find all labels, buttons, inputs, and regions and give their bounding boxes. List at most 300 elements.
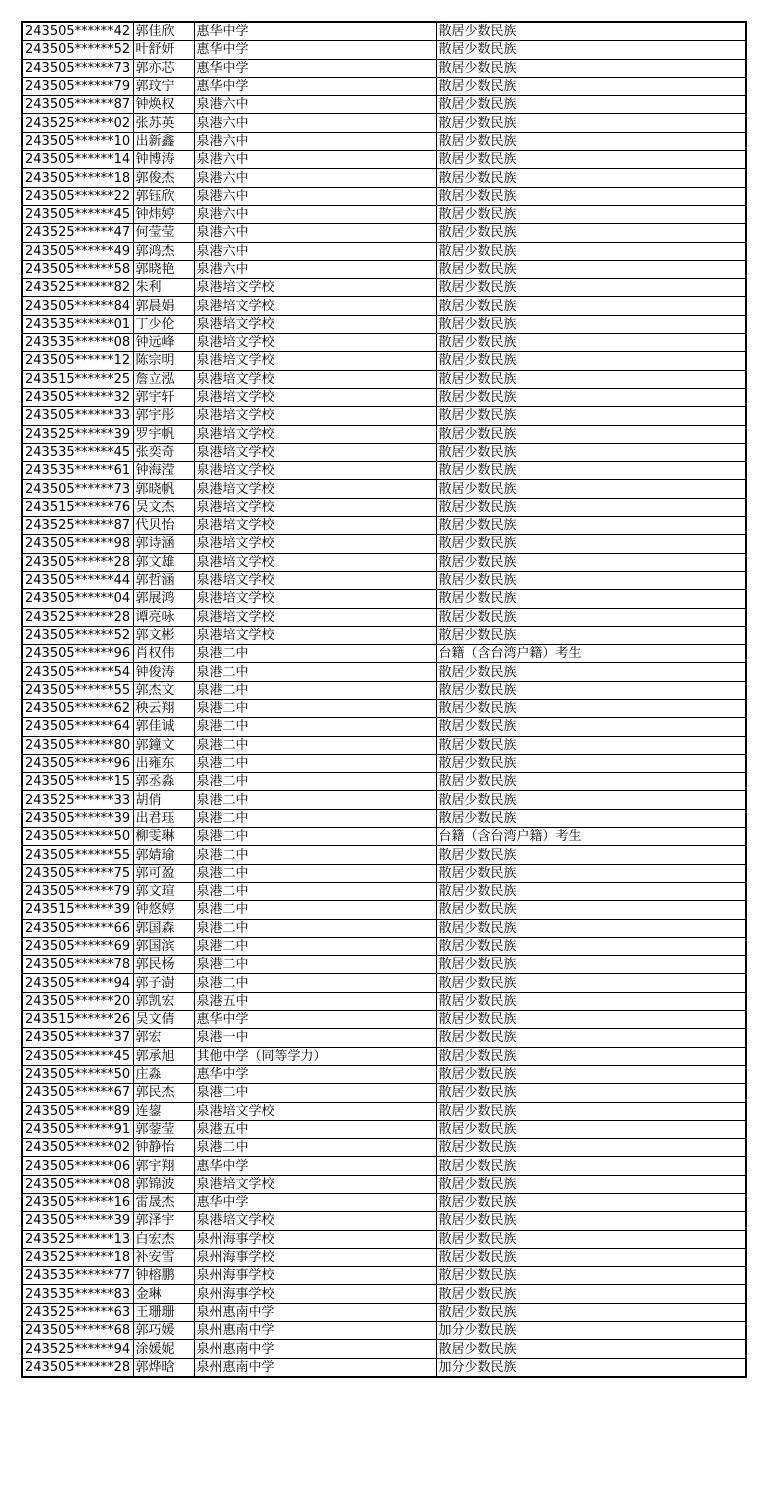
cell-name: 朱利 bbox=[133, 279, 194, 297]
cell-category: 散居少数民族 bbox=[436, 608, 746, 626]
cell-name: 郭国森 bbox=[133, 919, 194, 937]
table-row bbox=[22, 773, 746, 791]
table-row bbox=[22, 956, 746, 974]
cell-school: 泉港二中 bbox=[194, 791, 436, 809]
cell-school: 泉港二中 bbox=[194, 663, 436, 681]
cell-category: 散居少数民族 bbox=[436, 1194, 746, 1212]
cell-id: 243505******39 bbox=[22, 809, 133, 827]
cell-category: 散居少数民族 bbox=[436, 352, 746, 370]
cell-category: 散居少数民族 bbox=[436, 1248, 746, 1266]
cell-name: 郭锦波 bbox=[133, 1175, 194, 1193]
cell-category: 散居少数民族 bbox=[436, 754, 746, 772]
cell-id: 243515******76 bbox=[22, 498, 133, 516]
cell-category: 散居少数民族 bbox=[436, 553, 746, 571]
cell-id: 243505******14 bbox=[22, 151, 133, 169]
table-row bbox=[22, 571, 746, 589]
cell-name: 柳雯琳 bbox=[133, 828, 194, 846]
cell-name: 郭子澍 bbox=[133, 974, 194, 992]
cell-school: 泉港二中 bbox=[194, 864, 436, 882]
table-row bbox=[22, 1139, 746, 1157]
cell-category: 散居少数民族 bbox=[436, 388, 746, 406]
cell-name: 郭亦芯 bbox=[133, 59, 194, 77]
table-row bbox=[22, 1230, 746, 1248]
cell-id: 243505******73 bbox=[22, 59, 133, 77]
table-row bbox=[22, 974, 746, 992]
cell-name: 张奕奇 bbox=[133, 443, 194, 461]
table-row bbox=[22, 260, 746, 278]
cell-name: 郭宏 bbox=[133, 1029, 194, 1047]
cell-id: 243505******64 bbox=[22, 718, 133, 736]
cell-school: 泉港培文学校 bbox=[194, 462, 436, 480]
cell-school: 泉港培文学校 bbox=[194, 571, 436, 589]
cell-category: 散居少数民族 bbox=[436, 590, 746, 608]
table-row bbox=[22, 736, 746, 754]
cell-name: 补安雪 bbox=[133, 1248, 194, 1266]
cell-category: 散居少数民族 bbox=[436, 407, 746, 425]
cell-id: 243505******58 bbox=[22, 260, 133, 278]
cell-name: 郭凯宏 bbox=[133, 992, 194, 1010]
cell-id: 243505******32 bbox=[22, 388, 133, 406]
table-row bbox=[22, 462, 746, 480]
cell-name: 叶舒妍 bbox=[133, 41, 194, 59]
cell-school: 惠华中学 bbox=[194, 59, 436, 77]
cell-school: 泉港培文学校 bbox=[194, 535, 436, 553]
cell-id: 243525******87 bbox=[22, 517, 133, 535]
student-roster-table bbox=[21, 21, 747, 1378]
cell-category: 散居少数民族 bbox=[436, 132, 746, 150]
cell-name: 钟远峰 bbox=[133, 334, 194, 352]
cell-category: 散居少数民族 bbox=[436, 297, 746, 315]
cell-id: 243515******39 bbox=[22, 901, 133, 919]
cell-category: 散居少数民族 bbox=[436, 462, 746, 480]
cell-school: 泉州海事学校 bbox=[194, 1230, 436, 1248]
cell-name: 钟俊涛 bbox=[133, 663, 194, 681]
cell-id: 243505******96 bbox=[22, 754, 133, 772]
cell-id: 243505******89 bbox=[22, 1102, 133, 1120]
cell-name: 谭亮咏 bbox=[133, 608, 194, 626]
cell-name: 郭俊杰 bbox=[133, 169, 194, 187]
cell-name: 郭晓艳 bbox=[133, 260, 194, 278]
table-row bbox=[22, 937, 746, 955]
cell-id: 243505******37 bbox=[22, 1029, 133, 1047]
cell-category: 散居少数民族 bbox=[436, 1230, 746, 1248]
cell-name: 郭鐘文 bbox=[133, 736, 194, 754]
table-row bbox=[22, 1212, 746, 1230]
table-row bbox=[22, 992, 746, 1010]
cell-name: 郭国滨 bbox=[133, 937, 194, 955]
cell-id: 243525******82 bbox=[22, 279, 133, 297]
cell-id: 243515******25 bbox=[22, 370, 133, 388]
cell-id: 243505******73 bbox=[22, 480, 133, 498]
table-row bbox=[22, 1267, 746, 1285]
cell-school: 泉港培文学校 bbox=[194, 443, 436, 461]
cell-category: 散居少数民族 bbox=[436, 663, 746, 681]
cell-school: 泉港二中 bbox=[194, 937, 436, 955]
cell-school: 泉港二中 bbox=[194, 645, 436, 663]
cell-id: 243505******02 bbox=[22, 1139, 133, 1157]
table-row bbox=[22, 828, 746, 846]
cell-school: 泉港二中 bbox=[194, 1139, 436, 1157]
table-row bbox=[22, 1029, 746, 1047]
cell-school: 泉港二中 bbox=[194, 828, 436, 846]
cell-name: 郭玟宁 bbox=[133, 77, 194, 95]
cell-id: 243525******47 bbox=[22, 224, 133, 242]
cell-name: 郭宇轩 bbox=[133, 388, 194, 406]
cell-school: 泉港六中 bbox=[194, 151, 436, 169]
table-row bbox=[22, 77, 746, 95]
table-row bbox=[22, 1120, 746, 1138]
cell-category: 散居少数民族 bbox=[436, 1102, 746, 1120]
cell-name: 出雍东 bbox=[133, 754, 194, 772]
cell-category: 散居少数民族 bbox=[436, 736, 746, 754]
cell-category: 散居少数民族 bbox=[436, 151, 746, 169]
table-row bbox=[22, 535, 746, 553]
cell-id: 243505******49 bbox=[22, 242, 133, 260]
table-row bbox=[22, 901, 746, 919]
cell-school: 泉港培文学校 bbox=[194, 553, 436, 571]
cell-id: 243505******44 bbox=[22, 571, 133, 589]
cell-id: 243505******45 bbox=[22, 1047, 133, 1065]
table-row bbox=[22, 498, 746, 516]
cell-category: 散居少数民族 bbox=[436, 1303, 746, 1321]
cell-name: 郭哲涵 bbox=[133, 571, 194, 589]
cell-school: 泉港二中 bbox=[194, 882, 436, 900]
table-row bbox=[22, 919, 746, 937]
cell-name: 雷晟杰 bbox=[133, 1194, 194, 1212]
cell-name: 白宏杰 bbox=[133, 1230, 194, 1248]
table-row bbox=[22, 1303, 746, 1321]
table-row bbox=[22, 1285, 746, 1303]
table-row bbox=[22, 846, 746, 864]
table-row bbox=[22, 151, 746, 169]
cell-school: 泉港二中 bbox=[194, 956, 436, 974]
cell-school: 惠华中学 bbox=[194, 41, 436, 59]
cell-id: 243505******54 bbox=[22, 663, 133, 681]
table-row bbox=[22, 1102, 746, 1120]
cell-category: 散居少数民族 bbox=[436, 77, 746, 95]
cell-school: 其他中学（同等学力） bbox=[194, 1047, 436, 1065]
cell-id: 243505******96 bbox=[22, 645, 133, 663]
table-row bbox=[22, 205, 746, 223]
cell-id: 243525******13 bbox=[22, 1230, 133, 1248]
cell-id: 243505******42 bbox=[22, 22, 133, 41]
cell-id: 243515******26 bbox=[22, 1011, 133, 1029]
table-row bbox=[22, 1065, 746, 1083]
cell-category: 散居少数民族 bbox=[436, 370, 746, 388]
cell-category: 散居少数民族 bbox=[436, 882, 746, 900]
cell-name: 庄淼 bbox=[133, 1065, 194, 1083]
cell-school: 泉港六中 bbox=[194, 187, 436, 205]
cell-category: 散居少数民族 bbox=[436, 517, 746, 535]
table-row bbox=[22, 279, 746, 297]
cell-name: 涂媛妮 bbox=[133, 1340, 194, 1358]
cell-school: 泉港一中 bbox=[194, 1029, 436, 1047]
table-row bbox=[22, 1322, 746, 1340]
table-row bbox=[22, 553, 746, 571]
cell-school: 泉港二中 bbox=[194, 919, 436, 937]
cell-id: 243505******16 bbox=[22, 1194, 133, 1212]
table-row bbox=[22, 718, 746, 736]
cell-name: 郭巧媛 bbox=[133, 1322, 194, 1340]
cell-name: 郭晨娟 bbox=[133, 297, 194, 315]
cell-category: 散居少数民族 bbox=[436, 626, 746, 644]
cell-category: 散居少数民族 bbox=[436, 1212, 746, 1230]
cell-id: 243505******69 bbox=[22, 937, 133, 955]
table-row bbox=[22, 96, 746, 114]
table-row bbox=[22, 590, 746, 608]
cell-category: 散居少数民族 bbox=[436, 315, 746, 333]
table-row bbox=[22, 1047, 746, 1065]
cell-school: 泉港培文学校 bbox=[194, 498, 436, 516]
cell-category: 散居少数民族 bbox=[436, 96, 746, 114]
cell-school: 泉港二中 bbox=[194, 773, 436, 791]
cell-category: 散居少数民族 bbox=[436, 334, 746, 352]
table-row bbox=[22, 1157, 746, 1175]
cell-name: 郭晓帆 bbox=[133, 480, 194, 498]
cell-school: 泉港二中 bbox=[194, 699, 436, 717]
table-row bbox=[22, 1248, 746, 1266]
cell-school: 泉港培文学校 bbox=[194, 297, 436, 315]
cell-id: 243535******45 bbox=[22, 443, 133, 461]
cell-name: 郭烨晗 bbox=[133, 1358, 194, 1377]
cell-name: 钟静怡 bbox=[133, 1139, 194, 1157]
cell-category: 台籍（含台湾户籍）考生 bbox=[436, 645, 746, 663]
cell-school: 泉港培文学校 bbox=[194, 1175, 436, 1193]
cell-category: 散居少数民族 bbox=[436, 937, 746, 955]
cell-id: 243505******75 bbox=[22, 864, 133, 882]
cell-category: 散居少数民族 bbox=[436, 279, 746, 297]
cell-name: 钟悠婷 bbox=[133, 901, 194, 919]
cell-category: 加分少数民族 bbox=[436, 1358, 746, 1377]
table-row bbox=[22, 334, 746, 352]
table-row bbox=[22, 425, 746, 443]
cell-name: 郭民杰 bbox=[133, 1084, 194, 1102]
cell-category: 散居少数民族 bbox=[436, 242, 746, 260]
cell-school: 惠华中学 bbox=[194, 1011, 436, 1029]
table-row bbox=[22, 187, 746, 205]
cell-name: 钟焕权 bbox=[133, 96, 194, 114]
cell-category: 散居少数民族 bbox=[436, 809, 746, 827]
cell-category: 散居少数民族 bbox=[436, 864, 746, 882]
cell-id: 243505******62 bbox=[22, 699, 133, 717]
cell-school: 泉港培文学校 bbox=[194, 279, 436, 297]
cell-name: 秧云翔 bbox=[133, 699, 194, 717]
cell-category: 散居少数民族 bbox=[436, 1285, 746, 1303]
cell-name: 丁少伦 bbox=[133, 315, 194, 333]
table-row bbox=[22, 388, 746, 406]
cell-school: 泉港二中 bbox=[194, 736, 436, 754]
cell-name: 出新鑫 bbox=[133, 132, 194, 150]
cell-category: 散居少数民族 bbox=[436, 114, 746, 132]
cell-school: 泉港二中 bbox=[194, 681, 436, 699]
cell-school: 泉州惠南中学 bbox=[194, 1322, 436, 1340]
cell-id: 243505******18 bbox=[22, 169, 133, 187]
cell-school: 泉港培文学校 bbox=[194, 1102, 436, 1120]
cell-id: 243505******84 bbox=[22, 297, 133, 315]
cell-category: 散居少数民族 bbox=[436, 535, 746, 553]
cell-school: 泉港六中 bbox=[194, 224, 436, 242]
cell-name: 郭诗涵 bbox=[133, 535, 194, 553]
cell-id: 243505******52 bbox=[22, 41, 133, 59]
cell-id: 243505******28 bbox=[22, 553, 133, 571]
cell-school: 泉港五中 bbox=[194, 992, 436, 1010]
table-row bbox=[22, 1084, 746, 1102]
cell-id: 243505******50 bbox=[22, 1065, 133, 1083]
table-row bbox=[22, 754, 746, 772]
cell-id: 243505******79 bbox=[22, 882, 133, 900]
cell-id: 243505******06 bbox=[22, 1157, 133, 1175]
cell-category: 散居少数民族 bbox=[436, 187, 746, 205]
cell-category: 散居少数民族 bbox=[436, 773, 746, 791]
table-row bbox=[22, 480, 746, 498]
cell-school: 泉港培文学校 bbox=[194, 626, 436, 644]
table-row bbox=[22, 41, 746, 59]
cell-school: 泉港培文学校 bbox=[194, 480, 436, 498]
cell-school: 泉港二中 bbox=[194, 754, 436, 772]
cell-category: 散居少数民族 bbox=[436, 425, 746, 443]
cell-id: 243525******18 bbox=[22, 1248, 133, 1266]
table-row bbox=[22, 663, 746, 681]
cell-school: 泉州海事学校 bbox=[194, 1267, 436, 1285]
cell-category: 散居少数民族 bbox=[436, 1029, 746, 1047]
cell-name: 郭钰欣 bbox=[133, 187, 194, 205]
cell-school: 泉港培文学校 bbox=[194, 517, 436, 535]
cell-name: 郭丞淼 bbox=[133, 773, 194, 791]
cell-id: 243505******98 bbox=[22, 535, 133, 553]
cell-category: 散居少数民族 bbox=[436, 1011, 746, 1029]
cell-id: 243505******50 bbox=[22, 828, 133, 846]
cell-category: 散居少数民族 bbox=[436, 443, 746, 461]
table-row bbox=[22, 645, 746, 663]
cell-school: 泉港六中 bbox=[194, 242, 436, 260]
cell-school: 泉港六中 bbox=[194, 205, 436, 223]
cell-name: 郭宇翔 bbox=[133, 1157, 194, 1175]
cell-name: 郭婧瑜 bbox=[133, 846, 194, 864]
cell-category: 散居少数民族 bbox=[436, 919, 746, 937]
cell-school: 惠华中学 bbox=[194, 1157, 436, 1175]
cell-id: 243505******66 bbox=[22, 919, 133, 937]
table-row bbox=[22, 169, 746, 187]
cell-school: 惠华中学 bbox=[194, 1065, 436, 1083]
cell-category: 散居少数民族 bbox=[436, 480, 746, 498]
cell-id: 243505******52 bbox=[22, 626, 133, 644]
table-row bbox=[22, 517, 746, 535]
table-body bbox=[22, 22, 746, 1377]
table-row bbox=[22, 699, 746, 717]
cell-category: 散居少数民族 bbox=[436, 681, 746, 699]
cell-id: 243505******45 bbox=[22, 205, 133, 223]
cell-name: 张苏英 bbox=[133, 114, 194, 132]
cell-name: 金琳 bbox=[133, 1285, 194, 1303]
cell-id: 243535******61 bbox=[22, 462, 133, 480]
cell-category: 散居少数民族 bbox=[436, 1047, 746, 1065]
cell-category: 散居少数民族 bbox=[436, 1065, 746, 1083]
cell-name: 郭宇彤 bbox=[133, 407, 194, 425]
cell-school: 泉州海事学校 bbox=[194, 1285, 436, 1303]
cell-category: 散居少数民族 bbox=[436, 1120, 746, 1138]
cell-school: 泉州惠南中学 bbox=[194, 1358, 436, 1377]
cell-category: 加分少数民族 bbox=[436, 1322, 746, 1340]
cell-name: 郭鸿杰 bbox=[133, 242, 194, 260]
cell-name: 郭展鸿 bbox=[133, 590, 194, 608]
cell-category: 散居少数民族 bbox=[436, 1267, 746, 1285]
cell-category: 散居少数民族 bbox=[436, 1340, 746, 1358]
cell-id: 243505******80 bbox=[22, 736, 133, 754]
cell-id: 243535******01 bbox=[22, 315, 133, 333]
cell-name: 何莹莹 bbox=[133, 224, 194, 242]
cell-name: 郭蓥莹 bbox=[133, 1120, 194, 1138]
table-row bbox=[22, 443, 746, 461]
cell-name: 罗宇帆 bbox=[133, 425, 194, 443]
cell-category: 散居少数民族 bbox=[436, 22, 746, 41]
cell-id: 243505******67 bbox=[22, 1084, 133, 1102]
cell-id: 243505******55 bbox=[22, 681, 133, 699]
table-row bbox=[22, 608, 746, 626]
cell-category: 散居少数民族 bbox=[436, 260, 746, 278]
cell-name: 郭可盈 bbox=[133, 864, 194, 882]
table-row bbox=[22, 352, 746, 370]
cell-school: 泉港二中 bbox=[194, 809, 436, 827]
cell-name: 郭民杨 bbox=[133, 956, 194, 974]
cell-id: 243505******94 bbox=[22, 974, 133, 992]
cell-category: 散居少数民族 bbox=[436, 59, 746, 77]
cell-category: 散居少数民族 bbox=[436, 974, 746, 992]
cell-category: 散居少数民族 bbox=[436, 699, 746, 717]
cell-school: 泉港培文学校 bbox=[194, 352, 436, 370]
cell-school: 泉港六中 bbox=[194, 260, 436, 278]
cell-name: 王珊珊 bbox=[133, 1303, 194, 1321]
table-row bbox=[22, 626, 746, 644]
cell-school: 泉港六中 bbox=[194, 96, 436, 114]
cell-id: 243505******55 bbox=[22, 846, 133, 864]
cell-id: 243535******83 bbox=[22, 1285, 133, 1303]
cell-name: 郭文彬 bbox=[133, 626, 194, 644]
cell-school: 泉港培文学校 bbox=[194, 425, 436, 443]
table-row bbox=[22, 224, 746, 242]
cell-id: 243535******08 bbox=[22, 334, 133, 352]
cell-id: 243505******08 bbox=[22, 1175, 133, 1193]
cell-school: 泉港培文学校 bbox=[194, 388, 436, 406]
cell-category: 散居少数民族 bbox=[436, 224, 746, 242]
cell-category: 散居少数民族 bbox=[436, 41, 746, 59]
cell-category: 散居少数民族 bbox=[436, 1157, 746, 1175]
cell-school: 泉港五中 bbox=[194, 1120, 436, 1138]
cell-id: 243525******33 bbox=[22, 791, 133, 809]
cell-category: 散居少数民族 bbox=[436, 205, 746, 223]
cell-name: 钟博涛 bbox=[133, 151, 194, 169]
cell-school: 泉港培文学校 bbox=[194, 370, 436, 388]
table-row bbox=[22, 1358, 746, 1377]
cell-name: 郭杰文 bbox=[133, 681, 194, 699]
table-row bbox=[22, 132, 746, 150]
cell-name: 郭承旭 bbox=[133, 1047, 194, 1065]
cell-name: 连鋆 bbox=[133, 1102, 194, 1120]
cell-school: 泉州海事学校 bbox=[194, 1248, 436, 1266]
cell-name: 吴文倩 bbox=[133, 1011, 194, 1029]
cell-category: 散居少数民族 bbox=[436, 1084, 746, 1102]
cell-school: 惠华中学 bbox=[194, 22, 436, 41]
table-row bbox=[22, 407, 746, 425]
cell-id: 243505******79 bbox=[22, 77, 133, 95]
cell-name: 胡俏 bbox=[133, 791, 194, 809]
cell-name: 詹立泓 bbox=[133, 370, 194, 388]
cell-id: 243525******28 bbox=[22, 608, 133, 626]
cell-school: 泉港培文学校 bbox=[194, 1212, 436, 1230]
table-row bbox=[22, 22, 746, 41]
cell-name: 代贝怡 bbox=[133, 517, 194, 535]
cell-id: 243525******94 bbox=[22, 1340, 133, 1358]
cell-id: 243535******77 bbox=[22, 1267, 133, 1285]
